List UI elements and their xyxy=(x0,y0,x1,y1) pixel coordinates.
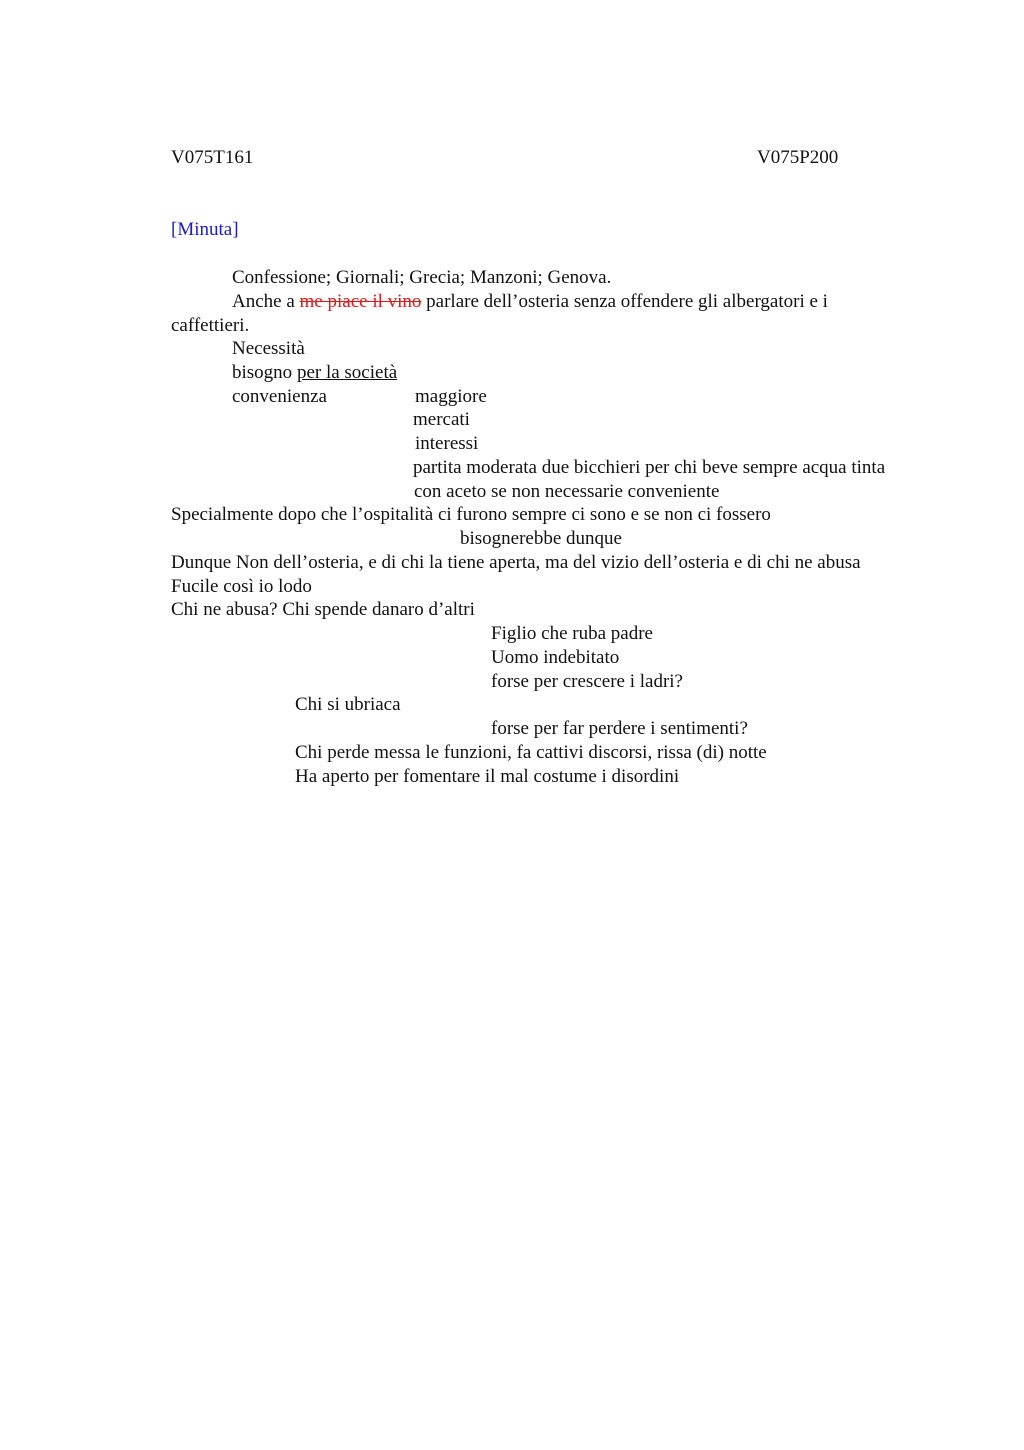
underlined-text: per la società xyxy=(296,362,398,383)
document-code-right: V075P200 xyxy=(757,147,839,168)
text-line xyxy=(232,362,397,384)
text-line: Specialmente dopo che l’ospitalità ci furono sempre ci sono e se non ci fossero xyxy=(171,504,771,525)
text-line: convenienza xyxy=(232,386,327,407)
text-line: interessi xyxy=(415,433,479,454)
text-line: Chi perde messa le funzioni, fa cattivi discorsi, rissa (di) notte xyxy=(295,742,767,763)
text-line: Fucile così io lodo xyxy=(171,576,312,597)
text-line: Confessione; Giornali; Grecia; Manzoni; Genova. xyxy=(232,267,612,288)
text-line: Ha aperto per fomentare il mal costume i disordini xyxy=(295,766,680,787)
text-line: forse per far perdere i sentimenti? xyxy=(491,718,748,739)
text-line: con aceto se non necessarie conveniente xyxy=(414,481,720,502)
text-line: mercati xyxy=(413,409,470,430)
text-line: Dunque Non dell’osteria, e di chi la tiene aperta, ma del vizio dell’osteria e di chi ne abusa xyxy=(171,552,861,573)
text-line: Uomo indebitato xyxy=(491,647,620,668)
text-fragment: bisogno xyxy=(232,362,297,383)
text-line: Necessità xyxy=(232,338,305,359)
text-line: forse per crescere i ladri? xyxy=(491,671,683,692)
text-line: bisognerebbe dunque xyxy=(460,528,622,549)
text-line: maggiore xyxy=(415,386,487,407)
text-fragment: Anche a xyxy=(232,291,300,312)
text-line: Figlio che ruba padre xyxy=(491,623,653,644)
text-line xyxy=(232,291,828,313)
section-label: [Minuta] xyxy=(171,219,239,240)
text-line: Chi ne abusa? Chi spende danaro d’altri xyxy=(171,599,475,620)
struck-through-text: me piace il vino xyxy=(299,291,422,312)
text-line: caffettieri. xyxy=(171,315,250,336)
text-line: Chi si ubriaca xyxy=(295,694,401,715)
text-fragment: parlare dell’osteria senza offendere gli albergatori e i xyxy=(421,291,828,312)
document-code-left: V075T161 xyxy=(171,147,254,168)
text-line: partita moderata due bicchieri per chi beve sempre acqua tinta xyxy=(413,457,886,478)
